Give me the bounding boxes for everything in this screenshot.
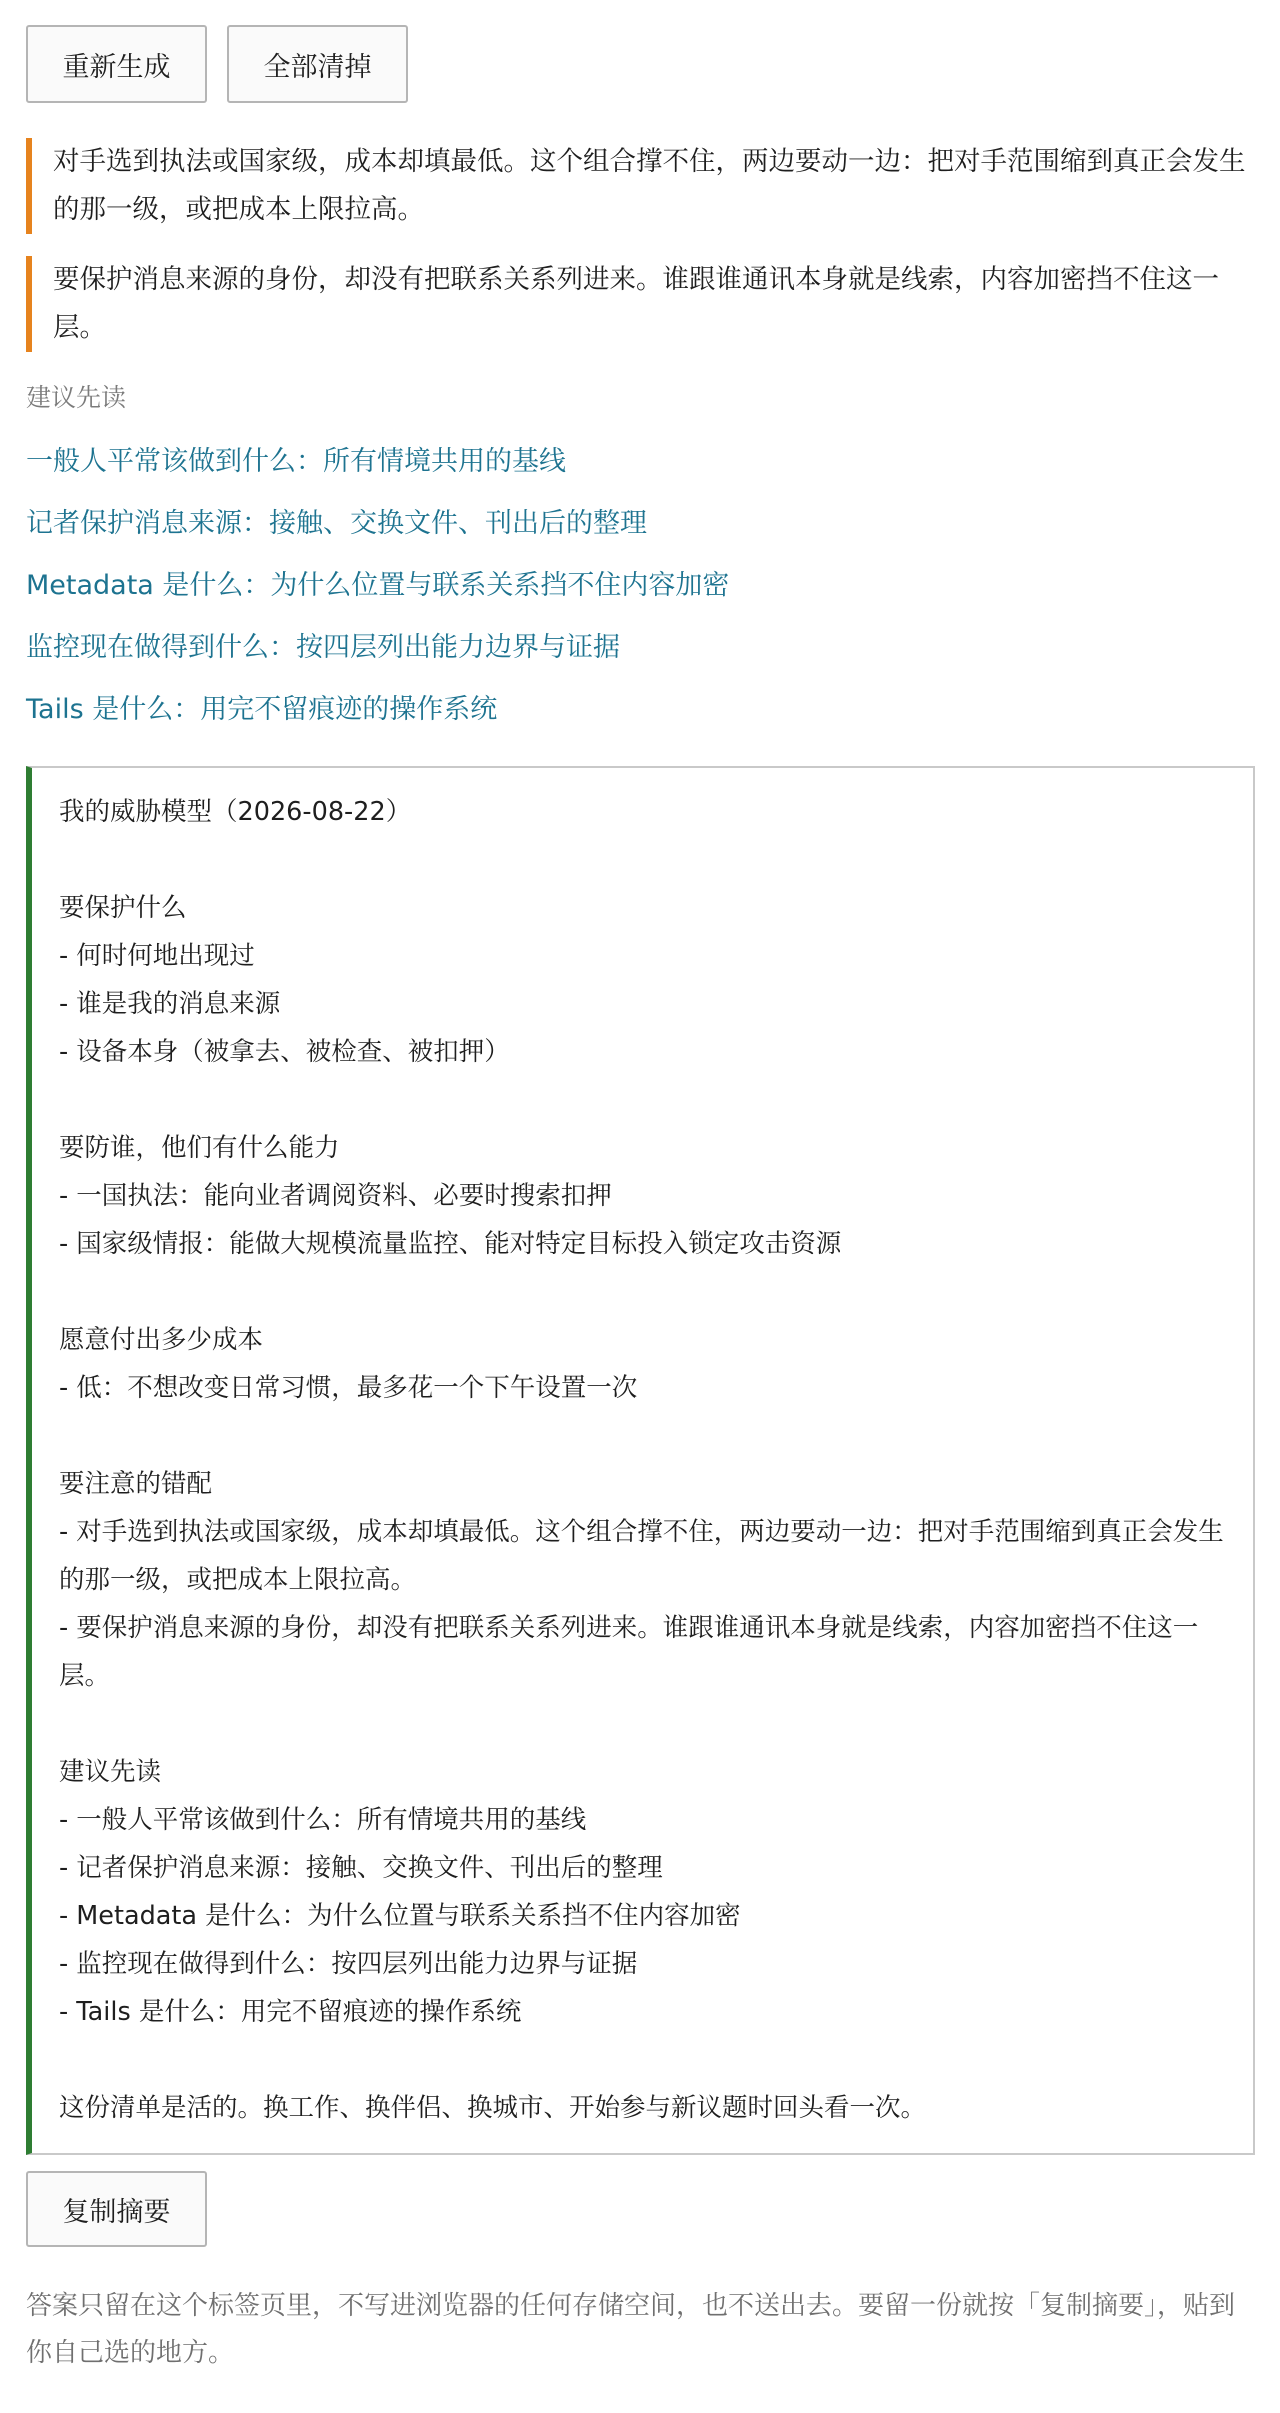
- summary-closing: 这份清单是活的。换工作、换伴侣、换城市、开始参与新议题时回头看一次。: [59, 2093, 927, 2123]
- clear-all-button[interactable]: 全部清掉: [227, 25, 408, 103]
- warning-source-metadata: 要保护消息来源的身份，却没有把联系关系列进来。谁跟谁通讯本身就是线索，内容加密挡不住这一层。: [26, 256, 1254, 352]
- recommend-link-journalist[interactable]: 记者保护消息来源：接触、交换文件、刊出后的整理: [26, 508, 647, 539]
- summary-cost-heading: 愿意付出多少成本: [59, 1325, 264, 1355]
- summary-protect-heading: 要保护什么: [59, 893, 187, 923]
- summary-reading-heading: 建议先读: [59, 1757, 162, 1787]
- summary-title: 我的威胁模型（2026-08-22）: [59, 797, 412, 827]
- summary-reading-item: - Tails 是什么：用完不留痕迹的操作系统: [59, 1997, 522, 2027]
- warning-adversary-cost: 对手选到执法或国家级，成本却填最低。这个组合撑不住，两边要动一边：把对手范围缩到真正会发生的那一级，或把成本上限拉高。: [26, 138, 1254, 234]
- recommend-link-metadata[interactable]: Metadata 是什么：为什么位置与联系关系挡不住内容加密: [26, 570, 730, 601]
- recommend-link-baseline[interactable]: 一般人平常该做到什么：所有情境共用的基线: [26, 446, 566, 477]
- regenerate-button[interactable]: 重新生成: [26, 25, 207, 103]
- summary-protect-item: - 谁是我的消息来源: [59, 989, 281, 1019]
- summary-adversary-item: - 一国执法：能向业者调阅资料、必要时搜索扣押: [59, 1181, 612, 1211]
- recommend-list: [26, 442, 1254, 730]
- summary-adversary-item: - 国家级情报：能做大规模流量监控、能对特定目标投入锁定攻击资源: [59, 1229, 842, 1259]
- summary-reading-item: - 一般人平常该做到什么：所有情境共用的基线: [59, 1805, 587, 1835]
- summary-mismatch-item: - 对手选到执法或国家级，成本却填最低。这个组合撑不住，两边要动一边：把对手范围缩到真正会发生的那一级，或把成本上限拉高。: [59, 1517, 1224, 1595]
- summary-cost-item: - 低：不想改变日常习惯，最多花一个下午设置一次: [59, 1373, 638, 1403]
- privacy-footnote: 答案只留在这个标签页里，不写进浏览器的任何存储空间，也不送出去。要留一份就按「复制摘要」，贴到你自己选的地方。: [26, 2291, 1236, 2368]
- summary-mismatch-item: - 要保护消息来源的身份，却没有把联系关系列进来。谁跟谁通讯本身就是线索，内容加密挡不住这一层。: [59, 1613, 1199, 1691]
- summary-reading-item: - Metadata 是什么：为什么位置与联系关系挡不住内容加密: [59, 1901, 741, 1931]
- summary-adversary-heading: 要防谁，他们有什么能力: [59, 1133, 340, 1163]
- summary-mismatch-heading: 要注意的错配: [59, 1469, 213, 1499]
- summary-reading-item: - 记者保护消息来源：接触、交换文件、刊出后的整理: [59, 1853, 663, 1883]
- summary-reading-item: - 监控现在做得到什么：按四层列出能力边界与证据: [59, 1949, 638, 1979]
- recommend-link-tails[interactable]: Tails 是什么：用完不留痕迹的操作系统: [26, 694, 498, 725]
- copy-summary-button[interactable]: 复制摘要: [26, 2171, 207, 2247]
- recommend-link-surveillance[interactable]: 监控现在做得到什么：按四层列出能力边界与证据: [26, 632, 620, 663]
- recommend-heading: 建议先读: [26, 383, 127, 412]
- mismatch-warnings: [26, 138, 1254, 352]
- summary-protect-item: - 何时何地出现过: [59, 941, 255, 971]
- summary-text-box: [26, 766, 1255, 2155]
- summary-protect-item: - 设备本身（被拿去、被检查、被扣押）: [59, 1037, 510, 1067]
- copy-row: [26, 2171, 1254, 2247]
- top-actions: [26, 25, 1254, 103]
